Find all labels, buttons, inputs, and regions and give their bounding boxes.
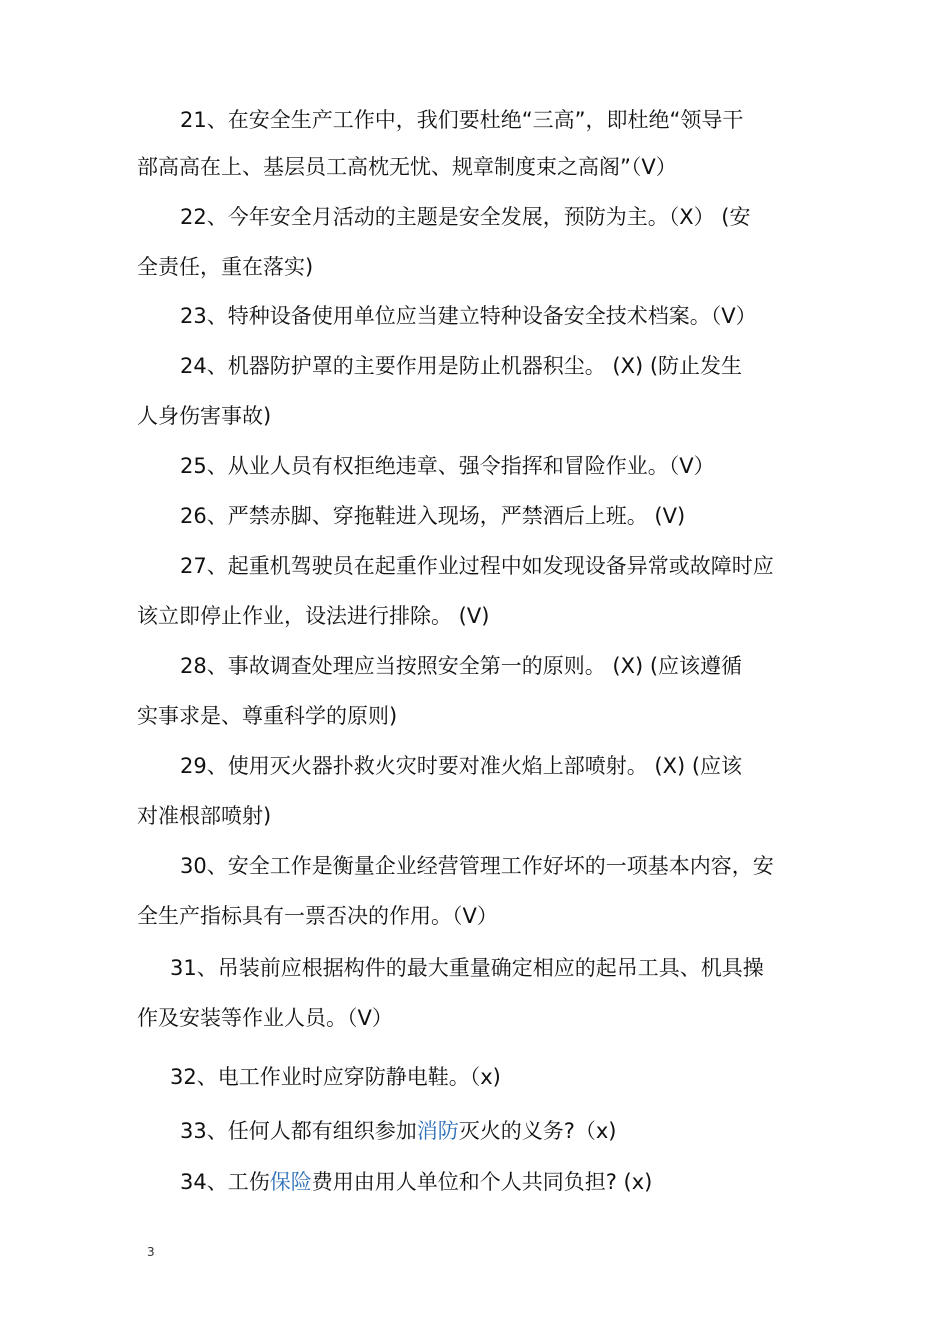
item-29-line-2: 对准根部喷射) <box>137 804 272 828</box>
item-26-line-1: 26、严禁赤脚、穿拖鞋进入现场，严禁酒后上班。 (V) <box>180 504 686 528</box>
item-34-text-end: 费用由用人单位和个人共同负担? (x) <box>311 1170 653 1194</box>
item-28-line-1: 28、事故调查处理应当按照安全第一的原则。 (X) (应该遵循 <box>180 654 743 678</box>
item-21-line-2: 部高高在上、基层员工高枕无忧、规章制度束之高阁”（V） <box>137 155 677 179</box>
item-31-line-1: 31、吊装前应根据构件的最大重量确定相应的起吊工具、机具操 <box>170 956 764 980</box>
item-30-line-2: 全生产指标具有一票否决的作用。（V） <box>137 904 498 928</box>
item-27-line-1: 27、起重机驾驶员在起重作业过程中如发现设备异常或故障时应 <box>180 554 774 578</box>
item-30-line-1: 30、安全工作是衡量企业经营管理工作好坏的一项基本内容，安 <box>180 854 774 878</box>
item-33-text-start: 33、任何人都有组织参加 <box>180 1119 417 1143</box>
item-21-line-1: 21、在安全生产工作中，我们要杜绝“三高”，即杜绝“领导干 <box>180 108 744 132</box>
item-22-line-2: 全责任，重在落实) <box>137 255 314 279</box>
fire-protection-link[interactable]: 消防 <box>416 1119 459 1143</box>
item-33-line-1 <box>180 1117 617 1145</box>
item-25-line-1: 25、从业人员有权拒绝违章、强令指挥和冒险作业。（V） <box>180 454 715 478</box>
item-22-line-1: 22、今年安全月活动的主题是安全发展，预防为主。（X） (安 <box>180 205 751 229</box>
page-number: 3 <box>147 1245 155 1259</box>
item-24-line-1: 24、机器防护罩的主要作用是防止机器积尘。 (X) (防止发生 <box>180 354 743 378</box>
insurance-link[interactable]: 保险 <box>269 1170 312 1194</box>
item-33-text-end: 灭火的义务?（x) <box>458 1119 617 1143</box>
item-29-line-1: 29、使用灭火器扑救火灾时要对准火焰上部喷射。 (X) (应该 <box>180 754 743 778</box>
item-32-line-1: 32、电工作业时应穿防静电鞋。（x) <box>170 1065 501 1089</box>
item-31-line-2: 作及安装等作业人员。（V） <box>137 1006 393 1030</box>
item-34-text-start: 34、工伤 <box>180 1170 270 1194</box>
item-34-line-1 <box>180 1168 652 1196</box>
item-23-line-1: 23、特种设备使用单位应当建立特种设备安全技术档案。（V） <box>180 304 757 328</box>
item-27-line-2: 该立即停止作业，设法进行排除。 (V) <box>137 604 490 628</box>
item-24-line-2: 人身伤害事故) <box>137 404 272 428</box>
item-28-line-2: 实事求是、尊重科学的原则) <box>137 704 398 728</box>
